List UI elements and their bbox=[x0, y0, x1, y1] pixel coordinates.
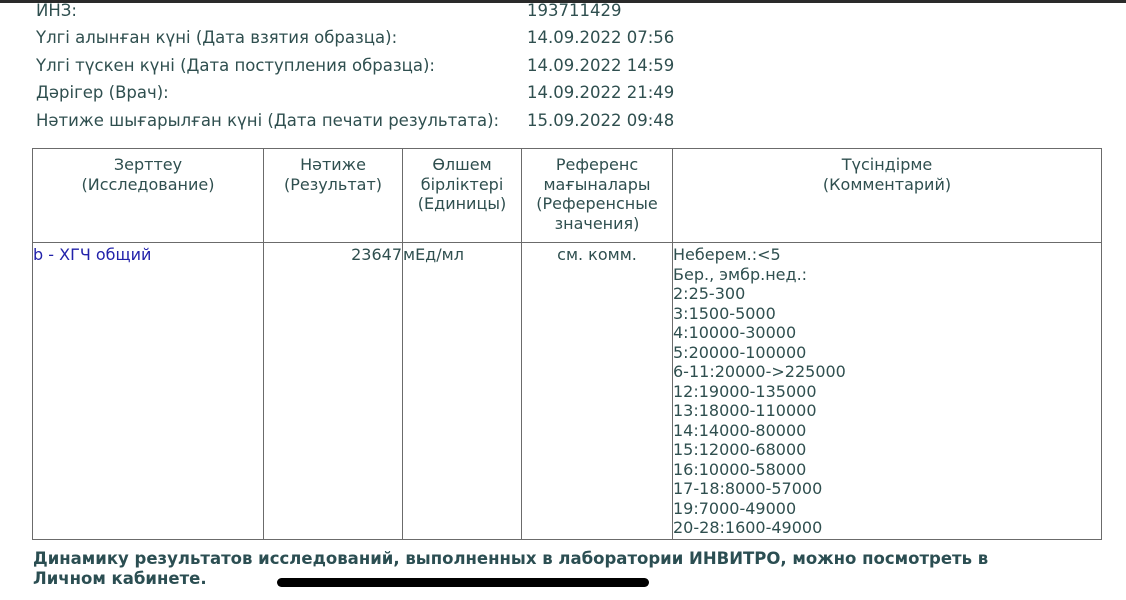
redaction-bar bbox=[277, 578, 649, 587]
comment-line: 19:7000-49000 bbox=[673, 498, 797, 518]
study-name-link[interactable]: b - ХГЧ общий bbox=[33, 243, 264, 540]
comment-line: 4:10000-30000 bbox=[673, 323, 797, 342]
info-value: 14.09.2022 07:56 bbox=[527, 28, 675, 47]
info-value: 193711429 bbox=[527, 1, 622, 20]
header-line: Нәтиже bbox=[300, 155, 366, 174]
comment-cell bbox=[673, 243, 1102, 540]
comment-line: 13:18000-110000 bbox=[673, 401, 817, 420]
info-row-received-date bbox=[36, 54, 1036, 78]
header-result bbox=[264, 149, 403, 243]
comment-line: 12:19000-135000 bbox=[673, 381, 817, 401]
units-value: мЕд/мл bbox=[403, 243, 522, 540]
comment-line: 17-18:8000-57000 bbox=[673, 479, 823, 498]
info-label: Нәтиже шығарылған күні (Дата печати результата): bbox=[36, 111, 500, 130]
table-header-row bbox=[33, 149, 1102, 243]
comment-line: 3:1500-5000 bbox=[673, 303, 776, 323]
table-row bbox=[33, 243, 1102, 540]
comment-line: 5:20000-100000 bbox=[673, 342, 807, 362]
header-units bbox=[403, 149, 522, 243]
header-line: (Исследование) bbox=[81, 174, 215, 194]
comment-line: 6-11:20000->225000 bbox=[673, 362, 846, 381]
comment-line: Неберем.:<5 bbox=[673, 245, 781, 264]
info-value: 15.09.2022 09:48 bbox=[527, 111, 675, 130]
info-label: Дәрігер (Врач): bbox=[36, 83, 169, 102]
comment-line: 15:12000-68000 bbox=[673, 440, 807, 459]
info-row-doctor bbox=[36, 81, 1036, 105]
header-line: (Результат) bbox=[283, 174, 383, 194]
footer-note-line2: Личном кабинете. bbox=[33, 569, 207, 588]
info-label: Үлгі түскен күні (Дата поступления образца): bbox=[36, 56, 435, 75]
info-value: 14.09.2022 21:49 bbox=[527, 83, 675, 102]
header-line: мағыналары bbox=[543, 174, 651, 194]
header-reference bbox=[522, 149, 673, 243]
comment-line: Бер., эмбр.нед.: bbox=[673, 264, 808, 284]
header-line: значения) bbox=[554, 213, 640, 233]
header-comment bbox=[673, 149, 1102, 243]
info-value: 14.09.2022 14:59 bbox=[527, 56, 675, 75]
info-row-sample-date bbox=[36, 26, 1036, 50]
footer-note-line1: Динамику результатов исследований, выполненных в лаборатории ИНВИТРО, можно посмотреть в bbox=[33, 549, 989, 568]
comment-line: 16:10000-58000 bbox=[673, 459, 807, 479]
comment-line: 2:25-300 bbox=[673, 284, 746, 303]
info-row-print-date bbox=[36, 109, 1036, 133]
info-label: Үлгі алынған күні (Дата взятия образца): bbox=[36, 28, 398, 47]
reference-value: см. комм. bbox=[522, 243, 673, 540]
comment-line: 20-28:1600-49000 bbox=[673, 518, 823, 537]
header-line: Зерттеу bbox=[113, 155, 183, 174]
info-row-inz bbox=[36, 0, 1036, 23]
comment-line: 14:14000-80000 bbox=[673, 420, 807, 440]
header-line: Референс bbox=[555, 155, 639, 174]
header-line: (Референсные bbox=[536, 194, 658, 213]
info-label: ИНЗ: bbox=[36, 1, 77, 20]
header-line: бірліктері bbox=[420, 174, 504, 194]
header-line: (Единицы) bbox=[417, 194, 507, 213]
header-study bbox=[33, 149, 264, 243]
header-line: Түсіндірме bbox=[841, 155, 933, 174]
header-line: (Комментарий) bbox=[822, 174, 952, 194]
result-value: 23647 bbox=[264, 243, 403, 540]
header-line: Өлшем bbox=[432, 155, 492, 174]
results-table bbox=[32, 148, 1102, 540]
